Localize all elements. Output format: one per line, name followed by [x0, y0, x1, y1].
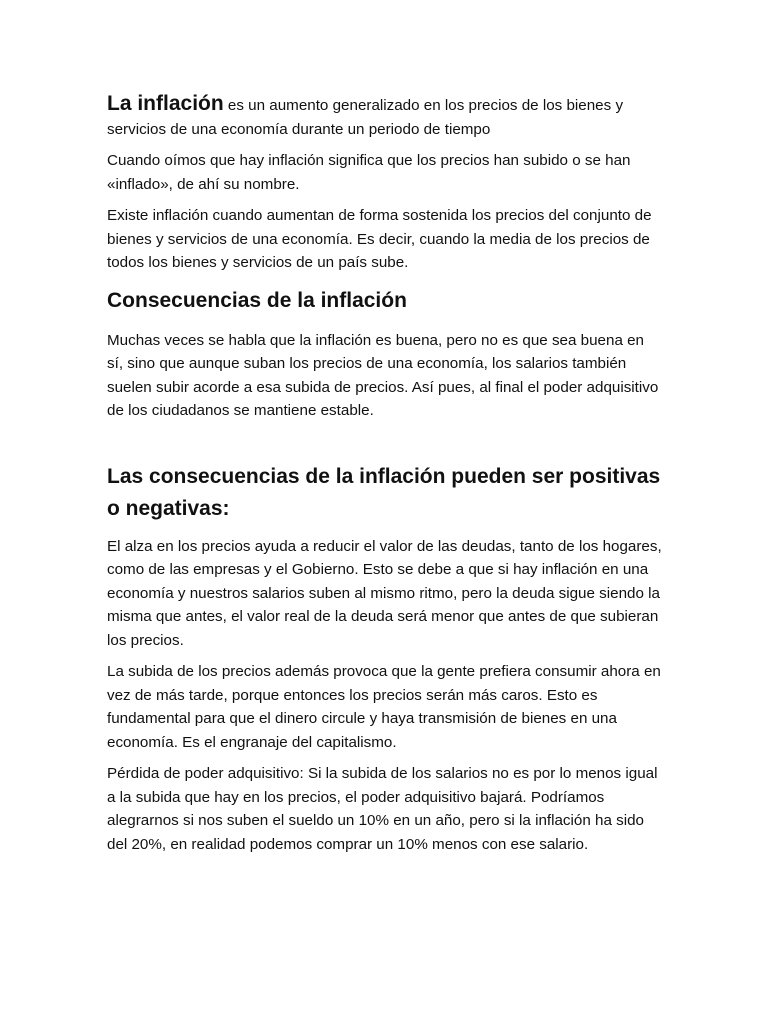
- intro-paragraph: [107, 92, 663, 141]
- heading-consecuencias: Consecuencias de la inflación: [107, 288, 407, 312]
- intro-term: La inflación: [107, 92, 224, 115]
- paragraph-muchas-veces: Muchas veces se habla que la inflación es buena, pero no es que sea buena en sí, sino que aunque suban los precios de una economía, los salarios también suelen subir acorde a esa subida de precios. Así pues, al final el poder adquisitivo de los ciudadanos se mantiene estable.: [107, 331, 659, 419]
- paragraph-cuando-oimos: Cuando oímos que hay inflación significa que los precios han subido o se han «inflado», de ahí su nombre.: [107, 152, 631, 193]
- heading-consecuencias-positivas-negativas: Las consecuencias de la inflación pueden ser positivas o negativas:: [107, 464, 661, 520]
- paragraph-alza-precios: El alza en los precios ayuda a reducir el valor de las deudas, tanto de los hogares, como de las empresas y el Gobierno. Esto se debe a que si hay inflación en una economía y nuestros salarios suben al mismo ritmo, pero la deuda sigue siendo la misma que antes, el valor real de la deuda será menor que antes de que subieran los precios.: [107, 537, 662, 649]
- paragraph-existe-inflacion: Existe inflación cuando aumentan de forma sostenida los precios del conjunto de bienes y servicios de una economía. Es decir, cuando la media de los precios de todos los bienes y servicios de un país sube.: [107, 207, 652, 271]
- paragraph-subida-precios: La subida de los precios además provoca que la gente prefiera consumir ahora en vez de más tarde, porque entonces los precios serán más caros. Esto es fundamental para que el dinero circule y haya transmisión de bienes en una economía. Es el engranaje del capitalismo.: [107, 663, 661, 751]
- paragraph-perdida-poder: Pérdida de poder adquisitivo: Si la subida de los salarios no es por lo menos igual a la subida que hay en los precios, el poder adquisitivo bajará. Podríamos alegrarnos si nos suben el sueldo un 10% en un año, pero si la inflación ha sido del 20%, en realidad podemos comprar un 10% menos con ese salario.: [107, 765, 658, 853]
- intro-definition: es un aumento generalizado en los precios de los bienes y servicios de una economía durante un periodo de tiempo: [107, 97, 624, 138]
- document-body: [107, 92, 663, 864]
